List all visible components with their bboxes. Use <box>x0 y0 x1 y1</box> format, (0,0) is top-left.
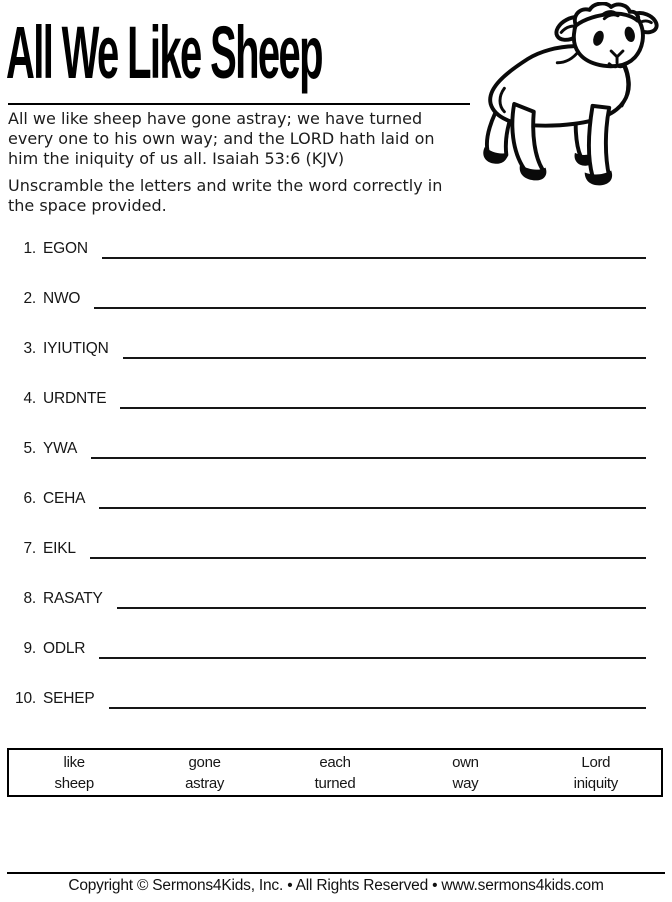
answer-blank <box>99 633 646 659</box>
bank-word: turned <box>314 775 356 792</box>
item-number: 5. <box>23 440 36 457</box>
scrambled-word: IYIUTIQN <box>43 340 109 357</box>
page-title: All We Like Sheep <box>6 11 322 94</box>
item-number: 3. <box>23 340 36 357</box>
answer-blank <box>90 533 646 559</box>
list-item <box>0 483 646 533</box>
bank-word: gone <box>188 754 221 771</box>
list-item <box>0 433 646 483</box>
lamb-icon <box>475 2 667 198</box>
bank-word: Lord <box>581 754 611 771</box>
scrambled-word: SEHEP <box>43 690 95 707</box>
bank-word: sheep <box>54 775 94 792</box>
word-bank-column <box>531 750 661 795</box>
word-bank <box>7 748 663 797</box>
answer-blank <box>120 383 646 409</box>
scrambled-word: EGON <box>43 240 88 257</box>
word-bank-column <box>9 750 139 795</box>
instructions-line: Unscramble the letters and write the word correctly in <box>8 176 443 195</box>
bank-word: astray <box>185 775 225 792</box>
bank-word: like <box>63 754 85 771</box>
scrambled-word: ODLR <box>43 640 86 657</box>
item-number: 2. <box>23 290 36 307</box>
bank-word: way <box>452 775 479 792</box>
copyright-notice: Copyright © Sermons4Kids, Inc. • All Rights Reserved • www.sermons4kids.com <box>68 877 604 894</box>
scrambled-word: URDNTE <box>43 390 107 407</box>
lamb-illustration <box>475 2 667 198</box>
verse-line: All we like sheep have gone astray; we have turned <box>8 109 423 128</box>
bank-word: iniquity <box>573 775 618 792</box>
verse-line: him the iniquity of us all. Isaiah 53:6 (KJV) <box>8 149 345 168</box>
title-underline <box>8 103 470 105</box>
answer-blank <box>91 433 646 459</box>
scrambled-word: CEHA <box>43 490 86 507</box>
list-item <box>0 583 646 633</box>
scripture-verse <box>8 109 435 169</box>
answer-blank <box>109 683 646 709</box>
bank-word: own <box>452 754 479 771</box>
list-item <box>0 633 646 683</box>
bank-word: each <box>319 754 351 771</box>
word-bank-column <box>400 750 530 795</box>
instructions-line: the space provided. <box>8 196 167 215</box>
item-number: 4. <box>23 390 36 407</box>
scrambled-word: YWA <box>43 440 78 457</box>
unscramble-list <box>0 233 646 733</box>
answer-blank <box>94 283 646 309</box>
answer-blank <box>102 233 646 259</box>
list-item <box>0 333 646 383</box>
item-number: 7. <box>23 540 36 557</box>
scrambled-word: NWO <box>43 290 81 307</box>
list-item <box>0 233 646 283</box>
word-bank-column <box>139 750 269 795</box>
footer-divider <box>7 872 665 874</box>
list-item <box>0 383 646 433</box>
item-number: 9. <box>23 640 36 657</box>
list-item <box>0 533 646 583</box>
word-bank-column <box>270 750 400 795</box>
answer-blank <box>99 483 646 509</box>
item-number: 10. <box>15 690 36 707</box>
list-item <box>0 283 646 333</box>
answer-blank <box>117 583 646 609</box>
verse-line: every one to his own way; and the LORD hath laid on <box>8 129 435 148</box>
scrambled-word: RASATY <box>43 590 103 607</box>
list-item <box>0 683 646 733</box>
item-number: 6. <box>23 490 36 507</box>
item-number: 1. <box>23 240 36 257</box>
item-number: 8. <box>23 590 36 607</box>
scrambled-word: EIKL <box>43 540 76 557</box>
answer-blank <box>123 333 646 359</box>
instructions <box>8 176 442 216</box>
